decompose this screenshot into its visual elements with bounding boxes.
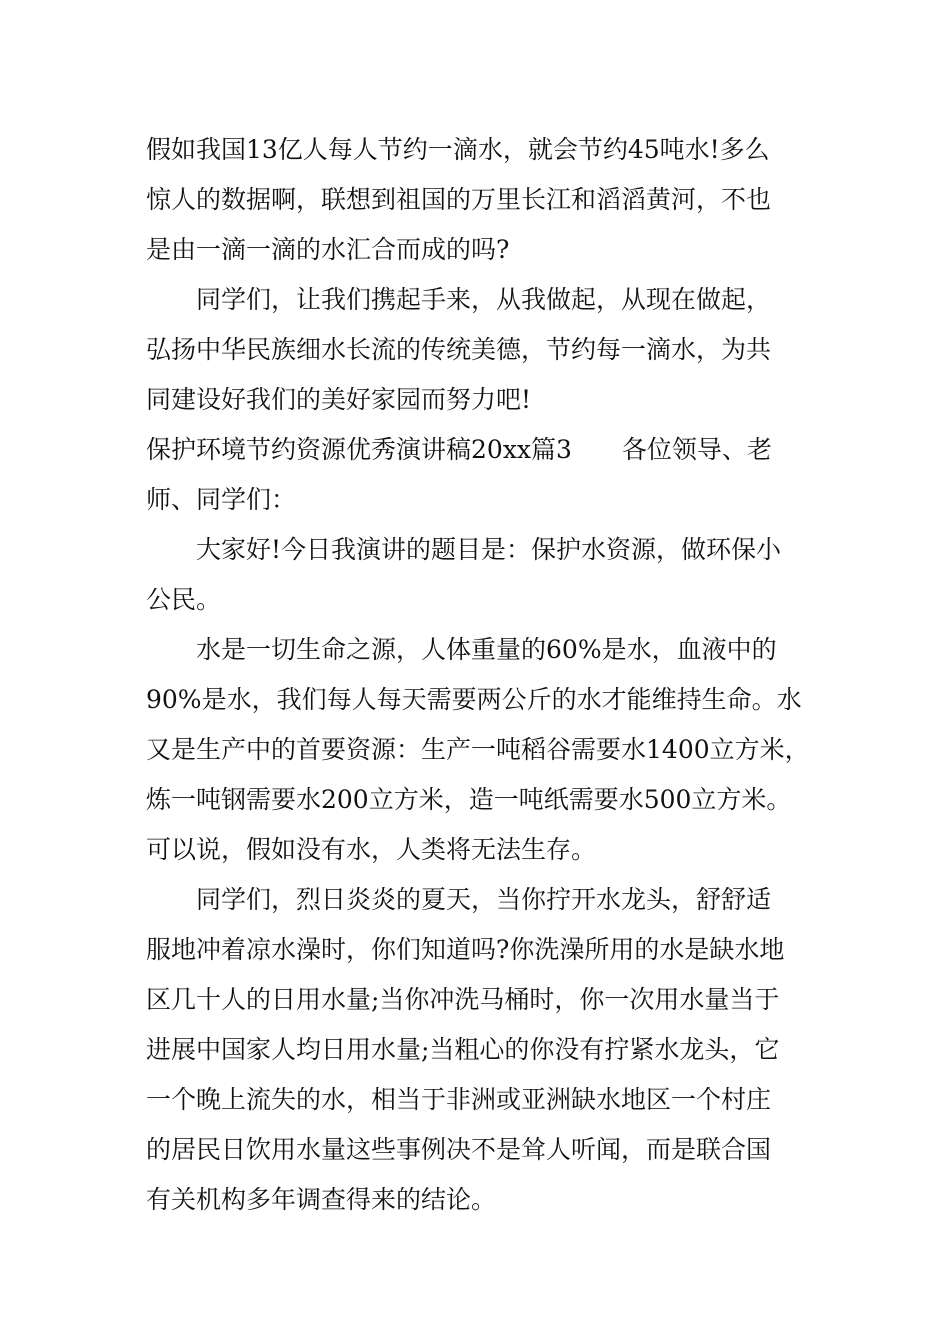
text-line-11: 水是一切生命之源，人体重量的60%是水，血液中的 bbox=[196, 635, 777, 664]
text-line-3: 是由一滴一滴的水汇合而成的吗? bbox=[146, 235, 510, 264]
text-line-18: 区几十人的日用水量;当你冲洗马桶时，你一次用水量当于 bbox=[146, 985, 780, 1014]
text-line-10: 公民。 bbox=[146, 585, 222, 614]
text-line-15: 可以说，假如没有水，人类将无法生存。 bbox=[146, 835, 597, 864]
text-line-21: 的居民日饮用水量这些事例决不是耸人听闻，而是联合国 bbox=[146, 1135, 772, 1164]
document-body bbox=[146, 125, 836, 1225]
text-line-5: 弘扬中华民族细水长流的传统美德，节约每一滴水，为共 bbox=[146, 335, 772, 364]
text-line-16: 同学们，烈日炎炎的夏天，当你拧开水龙头，舒舒适 bbox=[196, 885, 772, 914]
text-line-12: 90%是水，我们每人每天需要两公斤的水才能维持生命。水 bbox=[146, 685, 802, 714]
text-line-20: 一个晚上流失的水，相当于非洲或亚洲缺水地区一个村庄 bbox=[146, 1085, 772, 1114]
text-line-22: 有关机构多年调查得来的结论。 bbox=[146, 1185, 497, 1214]
text-line-19: 进展中国家人均日用水量;当粗心的你没有拧紧水龙头，它 bbox=[146, 1035, 780, 1064]
text-line-8: 师、同学们： bbox=[146, 485, 297, 514]
text-line-1: 假如我国13亿人每人节约一滴水，就会节约45吨水!多么 bbox=[146, 135, 770, 164]
text-line-4: 同学们，让我们携起手来，从我做起，从现在做起， bbox=[196, 285, 772, 314]
text-line-9: 大家好!今日我演讲的题目是：保护水资源，做环保小 bbox=[196, 535, 782, 564]
text-line-7-heading: 保护环境节约资源优秀演讲稿20xx篇3 各位领导、老 bbox=[146, 435, 772, 464]
text-line-6: 同建设好我们的美好家园而努力吧! bbox=[146, 385, 532, 414]
text-line-13: 又是生产中的首要资源：生产一吨稻谷需要水1400立方米， bbox=[146, 735, 810, 764]
text-line-17: 服地冲着凉水澡时，你们知道吗?你洗澡所用的水是缺水地 bbox=[146, 935, 785, 964]
text-line-14: 炼一吨钢需要水200立方米，造一吨纸需要水500立方米。 bbox=[146, 785, 792, 814]
text-line-2: 惊人的数据啊，联想到祖国的万里长江和滔滔黄河，不也 bbox=[146, 185, 772, 214]
